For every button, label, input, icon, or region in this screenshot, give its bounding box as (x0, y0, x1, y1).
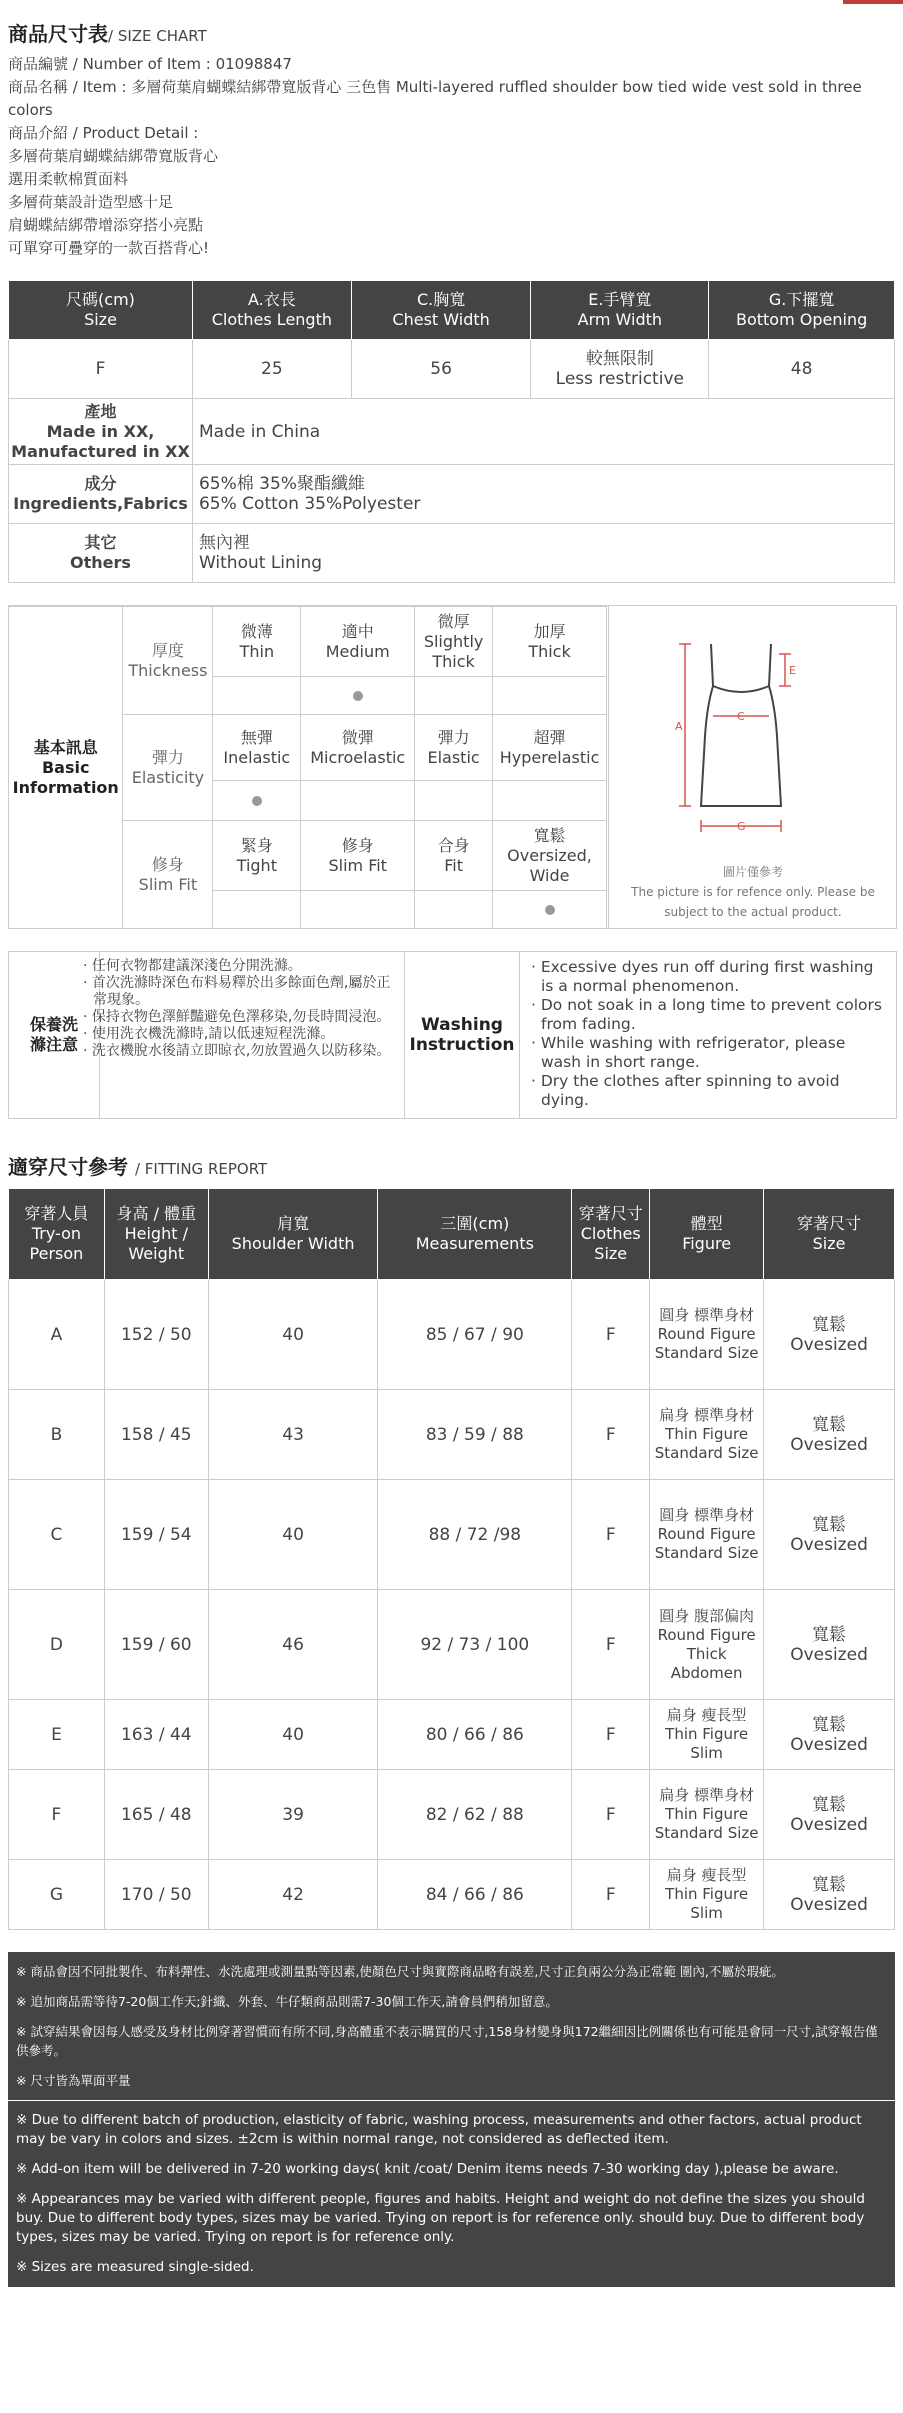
clothes-size-cell: F (572, 1770, 650, 1860)
size-table-header (9, 281, 895, 340)
col-measurements: 三圍(cm) Measurements (378, 1189, 572, 1280)
note-line: ※ 追加商品需等待7-20個工作天;針織、外套、牛仔類商品則需7-30個工作天,請會員們稍加留意。 (16, 1994, 558, 2009)
person-cell: E (9, 1700, 105, 1770)
shoulder-cell: 42 (208, 1860, 378, 1930)
table-row (9, 1280, 895, 1390)
person-cell: D (9, 1590, 105, 1700)
origin-label: 產地 Made in XX, Manufactured in XX (9, 399, 193, 465)
list-item: · 使用洗衣機洗滌時,請以低速短程洗滌。 (83, 1026, 335, 1042)
fitting-table (8, 1188, 895, 1930)
height-weight-cell: 159 / 54 (104, 1480, 208, 1590)
table-row (9, 340, 895, 399)
col-height-weight: 身高 / 體重 Height / Weight (104, 1189, 208, 1280)
page-title: 商品尺寸表/ SIZE CHART (8, 22, 207, 46)
person-cell: G (9, 1860, 105, 1930)
shoulder-cell: 46 (208, 1590, 378, 1700)
fit-size-cell: 寬鬆 Ovesized (764, 1590, 895, 1700)
table-row (9, 1860, 895, 1930)
clothes-size-cell: F (572, 1860, 650, 1930)
height-weight-cell: 170 / 50 (104, 1860, 208, 1930)
washing-title-zh: 保養洗滌注意 (9, 952, 100, 1118)
list-item: · Dry the clothes after spinning to avoid dying. (531, 1072, 840, 1109)
notes-en (8, 2100, 895, 2287)
col-chest: C.胸寬 Chest Width (351, 281, 531, 340)
col-person: 穿著人員 Try-on Person (9, 1189, 105, 1280)
size-value: F (9, 340, 193, 399)
thickness-option: 微厚 Slightly Thick (415, 607, 493, 677)
figure-cell: 扁身 標準身材 Thin Figure Standard Size (650, 1770, 764, 1860)
camisole-diagram-icon (609, 606, 897, 856)
height-weight-cell: 152 / 50 (104, 1280, 208, 1390)
table-row (9, 399, 895, 465)
diagram-label-g: G (737, 820, 746, 833)
elasticity-option: 超彈 Hyperelastic (493, 715, 607, 781)
fit-option: 寬鬆 Oversized, Wide (493, 821, 607, 891)
info-line: 商品編號 / Number of Item : 01098847 (8, 55, 292, 73)
note-line: ※ Appearances may be varied with different people, figures and habits. Height and weight do not define the sizes you should buy. Due to different body types, sizes may be varied. Trying on report is for reference only. should buy. Due to different body types, sizes may be varied. Trying on report is for reference only. (16, 2191, 865, 2245)
note-line: ※ 試穿結果會因每人感受及身材比例穿著習慣而有所不同,身高體重不表示購買的尺寸,158身材變身與172繼細因比例關係也有可能是會同一尺寸,試穿報告僅供參考。 (16, 2024, 878, 2058)
fitting-report-title: 適穿尺寸參考 / FITTING REPORT (8, 1155, 268, 1179)
measurements-cell: 92 / 73 / 100 (378, 1590, 572, 1700)
col-bottom: G.下擺寬 Bottom Opening (709, 281, 895, 340)
list-item: · 洗衣機脫水後請立即晾衣,勿放置過久以防移染。 (83, 1043, 391, 1059)
clothes-size-cell: F (572, 1700, 650, 1770)
col-arm: E.手臂寬 Arm Width (531, 281, 709, 340)
list-item: · 任何衣物都建議深淺色分開洗滌。 (83, 958, 302, 974)
arm-value: 較無限制 Less restrictive (531, 340, 709, 399)
shoulder-cell: 40 (208, 1700, 378, 1770)
figure-cell: 扁身 瘦長型 Thin Figure Slim (650, 1700, 764, 1770)
fit-size-cell: 寬鬆 Ovesized (764, 1480, 895, 1590)
person-cell: B (9, 1390, 105, 1480)
col-shoulder: 肩寬 Shoulder Width (208, 1189, 378, 1280)
top-accent-bar (843, 0, 903, 4)
elasticity-option: 微彈 Microelastic (301, 715, 415, 781)
col-size: 尺碼(cm) Size (9, 281, 193, 340)
list-item: · While washing with refrigerator, please wash in short range. (531, 1034, 846, 1071)
thickness-option: 加厚 Thick (493, 607, 607, 677)
col-clothes-size: 穿著尺寸 Clothes Size (572, 1189, 650, 1280)
selected-dot (353, 691, 363, 701)
table-row (9, 1480, 895, 1590)
note-line: ※ Sizes are measured single-sided. (16, 2259, 254, 2275)
washing-list-en (519, 952, 896, 1118)
list-item: · Excessive dyes run off during first washing is a normal phenomenon. (531, 958, 874, 995)
fabric-label: 成分 Ingredients,Fabrics (9, 465, 193, 524)
figure-cell: 圓身 標準身材 Round Figure Standard Size (650, 1280, 764, 1390)
origin-value: Made in China (192, 399, 894, 465)
figure-cell: 圓身 標準身材 Round Figure Standard Size (650, 1480, 764, 1590)
info-line: 可單穿可疊穿的一款百搭背心! (8, 239, 210, 257)
list-item: · 首次洗滌時深色布料易釋於出多餘面色劑,屬於正常現象。 (83, 975, 391, 1008)
fit-option: 合身 Fit (415, 821, 493, 891)
bottom-value: 48 (709, 340, 895, 399)
col-length: A.衣長 Clothes Length (192, 281, 351, 340)
selected-dot (252, 796, 262, 806)
fit-size-cell: 寬鬆 Ovesized (764, 1860, 895, 1930)
note-line: ※ 商品會因不同批製作、布料彈性、水洗處理或測量點等因素,使顏色尺寸與實際商品略有誤差,尺寸正負兩公分為正常範 圍內,不屬於瑕疵。 (16, 1964, 784, 1979)
person-cell: C (9, 1480, 105, 1590)
thickness-option: 微薄 Thin (213, 607, 301, 677)
elasticity-label: 彈力 Elasticity (123, 715, 213, 821)
washing-title-en: Washing Instruction (405, 952, 520, 1118)
height-weight-cell: 165 / 48 (104, 1770, 208, 1860)
basic-info-table (9, 606, 607, 929)
table-row (9, 1770, 895, 1860)
size-table (8, 280, 895, 583)
elasticity-option: 無彈 Inelastic (213, 715, 301, 781)
fit-size-cell: 寬鬆 Ovesized (764, 1770, 895, 1860)
measurements-cell: 84 / 66 / 86 (378, 1860, 572, 1930)
shoulder-cell: 40 (208, 1280, 378, 1390)
diagram-caption: 圖片僅參考 The picture is for refence only. Please be subject to the actual product. (631, 865, 875, 919)
list-item: · 保持衣物色澤鮮豔避免色澤移染,勿長時間浸泡。 (83, 1009, 391, 1025)
figure-cell: 圓身 腹部偏肉 Round Figure Thick Abdomen (650, 1590, 764, 1700)
fit-size-cell: 寬鬆 Ovesized (764, 1280, 895, 1390)
info-line: 商品介紹 / Product Detail : (8, 124, 199, 142)
chest-value: 56 (351, 340, 531, 399)
figure-cell: 扁身 標準身材 Thin Figure Standard Size (650, 1390, 764, 1480)
measurements-cell: 85 / 67 / 90 (378, 1280, 572, 1390)
measurements-cell: 80 / 66 / 86 (378, 1700, 572, 1770)
other-value: 無內裡 Without Lining (192, 524, 894, 583)
measurements-cell: 88 / 72 /98 (378, 1480, 572, 1590)
measurements-cell: 83 / 59 / 88 (378, 1390, 572, 1480)
clothes-size-cell: F (572, 1590, 650, 1700)
shoulder-cell: 43 (208, 1390, 378, 1480)
notes-zh (8, 1952, 895, 2100)
info-line: 商品名稱 / Item : 多層荷葉肩蝴蝶結綁帶寬版背心 三色售 Multi-layered ruffled shoulder bow tied wide vest sold in three colors (8, 78, 862, 119)
height-weight-cell: 159 / 60 (104, 1590, 208, 1700)
basic-info-title: 基本訊息 Basic Information (9, 607, 123, 929)
info-line: 多層荷葉肩蝴蝶結綁帶寬版背心 (8, 147, 219, 165)
elasticity-option: 彈力 Elastic (415, 715, 493, 781)
col-figure: 體型 Figure (650, 1189, 764, 1280)
shoulder-cell: 40 (208, 1480, 378, 1590)
thickness-label: 厚度 Thickness (123, 607, 213, 715)
table-row (9, 1390, 895, 1480)
fit-size-cell: 寬鬆 Ovesized (764, 1700, 895, 1770)
garment-diagram (608, 606, 897, 928)
fitting-table-header (9, 1189, 895, 1280)
figure-cell: 扁身 瘦長型 Thin Figure Slim (650, 1860, 764, 1930)
person-cell: A (9, 1280, 105, 1390)
fit-option: 緊身 Tight (213, 821, 301, 891)
washing-list-zh (71, 952, 405, 1118)
diagram-label-a: A (675, 720, 683, 733)
selected-dot (545, 905, 555, 915)
washing-instruction (8, 951, 897, 1119)
list-item: · Do not soak in a long time to prevent colors from fading. (531, 996, 882, 1033)
clothes-size-cell: F (572, 1480, 650, 1590)
table-row (9, 1700, 895, 1770)
length-value: 25 (192, 340, 351, 399)
info-line: 選用柔軟棉質面料 (8, 170, 129, 188)
measurements-cell: 82 / 62 / 88 (378, 1770, 572, 1860)
fabric-value: 65%棉 35%聚酯纖維 65% Cotton 35%Polyester (192, 465, 894, 524)
person-cell: F (9, 1770, 105, 1860)
note-line: ※ Due to different batch of production, elasticity of fabric, washing process, measurements and other factors, actual product may be vary in colors and sizes. ±2cm is within normal range, not considered as deflected item. (16, 2112, 862, 2147)
table-row (9, 465, 895, 524)
thickness-option: 適中 Medium (301, 607, 415, 677)
note-line: ※ 尺寸皆為單面平量 (16, 2073, 131, 2088)
fit-size-cell: 寬鬆 Ovesized (764, 1390, 895, 1480)
height-weight-cell: 158 / 45 (104, 1390, 208, 1480)
fit-label: 修身 Slim Fit (123, 821, 213, 929)
table-row (9, 1590, 895, 1700)
note-line: ※ Add-on item will be delivered in 7-20 working days( knit /coat/ Denim items needs 7-30 working day ),please be aware. (16, 2161, 839, 2177)
clothes-size-cell: F (572, 1390, 650, 1480)
fit-option: 修身 Slim Fit (301, 821, 415, 891)
diagram-label-c: C (737, 710, 745, 723)
height-weight-cell: 163 / 44 (104, 1700, 208, 1770)
product-info (8, 53, 895, 260)
clothes-size-cell: F (572, 1280, 650, 1390)
info-line: 多層荷葉設計造型感十足 (8, 193, 174, 211)
shoulder-cell: 39 (208, 1770, 378, 1860)
basic-info-panel (8, 605, 897, 929)
table-row (9, 524, 895, 583)
notes-panel (8, 1952, 895, 2287)
col-fit-size: 穿著尺寸 Size (764, 1189, 895, 1280)
diagram-label-e: E (789, 664, 796, 677)
info-line: 肩蝴蝶結綁帶增添穿搭小亮點 (8, 216, 204, 234)
other-label: 其它 Others (9, 524, 193, 583)
